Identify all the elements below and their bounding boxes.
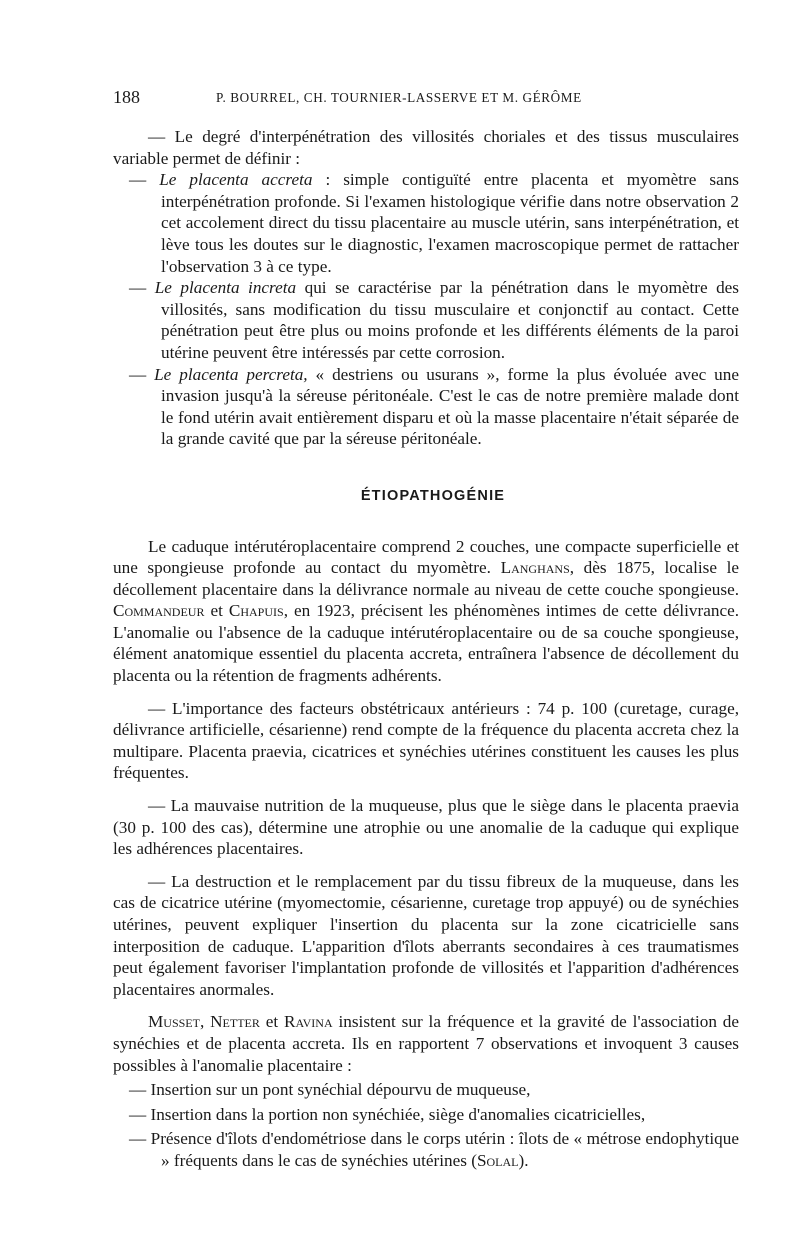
author-solal: Solal (476, 1150, 519, 1170)
etio-p1-b: , dès 1875, localise le décollement placentaire dans la délivrance normale au niveau de cette couche spongieuse. (113, 558, 739, 599)
cause-list-item-3 (129, 1128, 739, 1171)
author-langhans: Langhans (500, 558, 570, 578)
author-netter: Netter (210, 1012, 260, 1032)
author-ravina: Ravina (284, 1012, 333, 1032)
type-percreta-text: « destriens ou usurans », forme la plus évoluée avec une invasion jusqu'à la séreuse péritonéale. C'est le cas de notre première malade dont le fond utérin avait entièrement disparu et où la masse placentaire n'était séparée de la grande cavité que par la séreuse péritonéale. (161, 364, 739, 449)
type-increta-text: qui se caractérise par la pénétration dans le myomètre des villosités, sans modification du tissu musculaire et conjonctif au contact. Cette pénétration peut être plus ou moins profonde et les différents éléments de la paroi utérine peuvent être intéressés par cette corrosion. (161, 278, 739, 362)
author-commandeur: Commandeur (113, 601, 205, 621)
header-authors: P. BOURREL, CH. TOURNIER-LASSERVE ET M. GÉRÔME (216, 90, 582, 105)
etio-paragraph-2: — L'importance des facteurs obstétricaux antérieurs : 74 p. 100 (curetage, curage, délivrance artificielle, césarienne) rend compte de la fréquence du placenta accreta chez la multipare. Placenta praevia, cicatrices et synéchies utérines constituent les causes les plus fréquentes. (113, 698, 739, 783)
type-percreta-name: Le placenta percreta, (154, 364, 308, 384)
page-number: 188 (113, 87, 140, 107)
etio-paragraph-1 (113, 536, 739, 687)
cause-3-b: ). (518, 1150, 529, 1170)
type-accreta-text: : simple contiguïté entre placenta et myomètre sans interpénétration profonde. Si l'examen histologique vérifie dans notre observation 2 cet accolement direct du tissu placentaire au muscle utérin, sans interpénétration, et lève tous les doutes sur le diagnostic, l'examen macroscopique permet de rattacher l'observation 3 à ce type. (161, 170, 739, 276)
etio-paragraph-4: — La destruction et le remplacement par du tissu fibreux de la muqueuse, dans les cas de cicatrice utérine (myomectomie, césarienne, curetage trop appuyé) ou de synéchies utérines, peuvent expliquer l'insertion du placenta sur la zone cicatricielle sans interposition de caduque. L'apparition d'îlots aberrants secondaires à ces traumatismes peut également favoriser l'implantation profonde de villosités et l'apparition d'adhérences placentaires anormales. (113, 871, 739, 999)
running-head (113, 84, 739, 110)
cause-3-a: — Présence d'îlots d'endométriose dans le corps utérin : îlots de « métrose endophytique » fréquents dans le cas de synéchies utérines ( (129, 1129, 739, 1170)
type-accreta: — Le placenta accreta : simple contiguïté entre placenta et myomètre sans interpénétration profonde. Si l'examen histologique vérifie dans notre observation 2 cet accolement direct du tissu placentaire au muscle utérin, sans interpénétration, et lève tous les doutes sur le diagnostic, l'examen macroscopique permet de rattacher l'observation 3 à ce type. (129, 170, 739, 276)
type-accreta-name: Le placenta accreta (159, 170, 313, 190)
author-chapuis: Chapuis (228, 601, 284, 621)
cause-list-item-2: — Insertion dans la portion non synéchiée, siège d'anomalies cicatricielles, (129, 1104, 646, 1124)
etio-p1-c: , en 1923, précisent les phénomènes intimes de cette délivrance. L'anomalie ou l'absence de la caduque intérutéroplacentaire ou de sa couche spongieuse, élément anatomique essentiel du placenta accreta, entraînera l'absence de décollement du placenta ou la rétention de fragments adhérents. (113, 601, 739, 686)
etio-paragraph-5 (113, 1011, 739, 1076)
etio-p5-et: et (265, 1012, 279, 1032)
etio-p5-a: insistent sur la fréquence et la gravité de l'association de synéchies et de placenta accreta. Ils en rapportent 7 observations et invoquent 3 causes possibles à l'anomalie placentaire : (113, 1012, 740, 1075)
etio-p1-et: et (210, 601, 223, 621)
section-title: ÉTIOPATHOGÉNIE (360, 487, 506, 504)
page (113, 84, 739, 1172)
intro-paragraph: — Le degré d'interpénétration des villosités choriales et des tissus musculaires variable permet de définir : (113, 127, 739, 168)
etio-p1-a: Le caduque intérutéroplacentaire comprend 2 couches, une compacte superficielle et une spongieuse profonde au contact du myomètre. (113, 536, 739, 578)
type-percreta: — Le placenta percreta, « destriens ou usurans », forme la plus évoluée avec une invasion jusqu'à la séreuse péritonéale. C'est le cas de notre première malade dont le fond utérin avait entièrement disparu et où la masse placentaire n'était séparée de la grande cavité que par la séreuse péritonéale. (129, 364, 739, 449)
etio-paragraph-3: — La mauvaise nutrition de la muqueuse, plus que le siège dans le placenta praevia (30 p. 100 des cas), détermine une atrophie ou une anomalie de la caduque qui explique les adhérences placentaires. (113, 796, 739, 859)
type-increta: — Le placenta increta qui se caractérise par la pénétration dans le myomètre des villosités, sans modification du tissu musculaire et conjonctif au contact. Cette pénétration peut être plus ou moins profonde et les différents éléments de la paroi utérine peuvent être intéressés par cette corrosion. (129, 278, 739, 362)
type-increta-name: Le placenta increta (154, 278, 297, 298)
cause-list-item-1: — Insertion sur un pont synéchial dépourvu de muqueuse, (129, 1080, 531, 1100)
author-musset: Musset, (148, 1012, 205, 1032)
